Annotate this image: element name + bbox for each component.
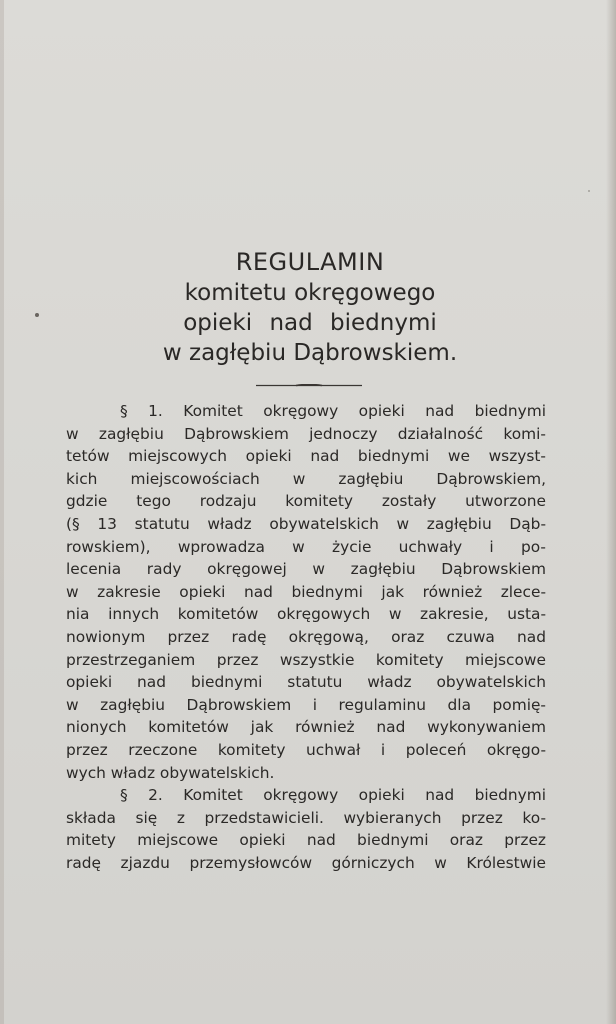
text-line: radę zjazdu przemysłowców górniczych w Królestwie [66, 853, 546, 872]
document-title [100, 246, 520, 368]
paper-speck [588, 190, 590, 192]
text-line: w zakresie opieki nad biednymi jak również zlece- [66, 582, 546, 601]
text-line: § 2. Komitet okręgowy opieki nad biednymi [120, 786, 546, 805]
text-line: wych władz obywatelskich. [66, 763, 275, 782]
text-line: przestrzeganiem przez wszystkie komitety miejscowe [66, 650, 546, 669]
text-line: nowionym przez radę okręgową, oraz czuwa nad [66, 627, 546, 646]
text-line: rowskiem), wprowadza w życie uchwały i po- [66, 537, 546, 556]
text-line: przez rzeczone komitety uchwał i poleceń okręgo- [66, 740, 546, 759]
text-line: kich miejscowościach w zagłębiu Dąbrowskiem, [66, 469, 546, 488]
text-line: nionych komitetów jak również nad wykonywaniem [66, 718, 546, 737]
title-line-4: w zagłębiu Dąbrowskiem. [162, 340, 458, 366]
text-line: gdzie tego rodzaju komitety zostały utworzone [66, 492, 546, 511]
text-line: § 1. Komitet okręgowy opieki nad biednymi [120, 402, 546, 420]
body-text [66, 400, 546, 874]
text-line: w zagłębiu Dąbrowskiem jednoczy działalność komi- [66, 424, 546, 443]
text-line: nia innych komitetów okręgowych w zakresie, usta- [66, 605, 546, 624]
text-line: opieki nad biednymi statutu władz obywatelskich [66, 673, 546, 692]
text-line: w zagłębiu Dąbrowskiem i regulaminu dla pomię- [66, 695, 546, 714]
page-left-edge [0, 0, 4, 1024]
paper-speck [35, 313, 39, 317]
title-line-3: opieki nad biednymi [183, 310, 437, 336]
text-line: (§ 13 statutu władz obywatelskich w zagłębiu Dąb- [66, 514, 546, 533]
text-line: mitety miejscowe opieki nad biednymi oraz przez [66, 831, 546, 850]
page-right-edge [606, 0, 616, 1024]
text-line: lecenia rady okręgowej w zagłębiu Dąbrowskiem [66, 560, 546, 579]
ornamental-divider [256, 384, 362, 387]
title-line-1: REGULAMIN [235, 248, 385, 276]
title-line-2: komitetu okręgowego [184, 280, 436, 306]
text-line: składa się z przedstawicieli. wybieranych przez ko- [66, 808, 546, 827]
text-line: tetów miejscowych opieki nad biednymi we wszyst- [66, 447, 546, 466]
